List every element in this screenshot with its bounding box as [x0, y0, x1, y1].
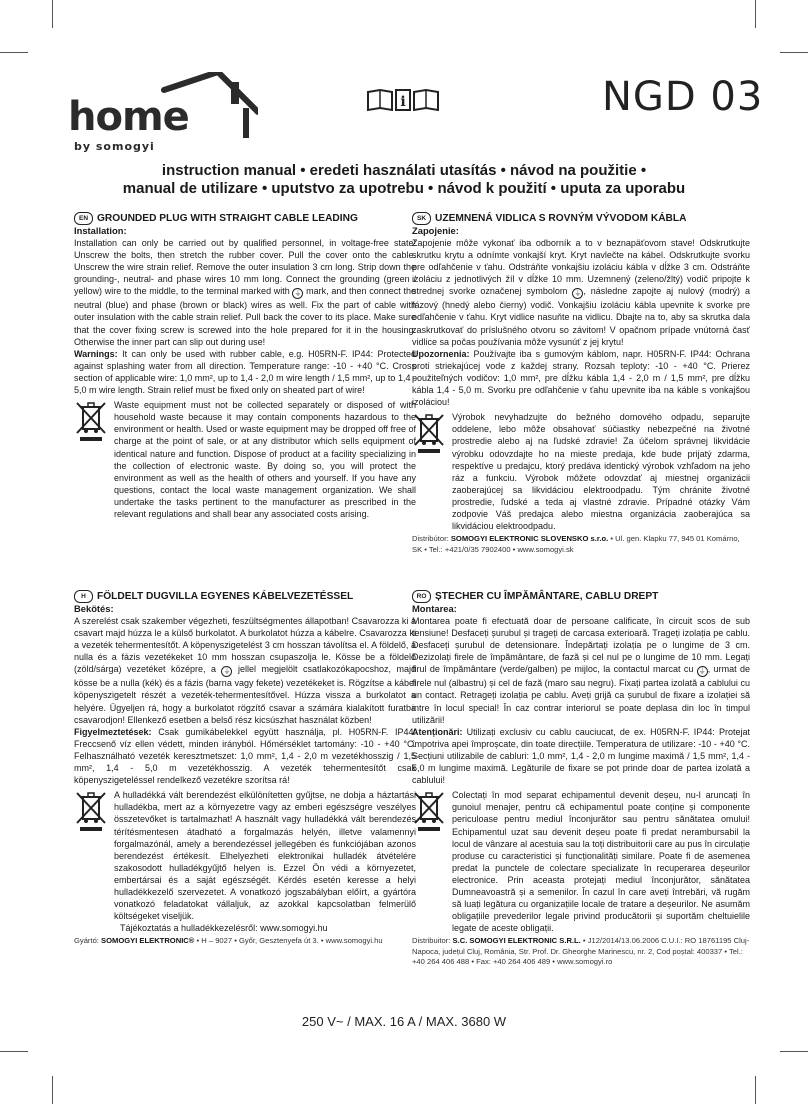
crop-mark [755, 0, 756, 28]
crop-mark [52, 0, 53, 28]
installation-label: Installation: [74, 225, 127, 236]
ground-icon: ⏚ [294, 290, 302, 298]
section-heading: GROUNDED PLUG WITH STRAIGHT CABLE LEADING [97, 212, 358, 224]
section-title [412, 590, 750, 603]
waste-text: Colectați în mod separat echipamentul devenit deșeu, nu-l aruncați în gunoiul menajer, pentru că echipamentul poate conține și componente periculoase pentru mediul înconjurător sau pentru sănătatea omului! Echipamentul uzat sau devenit deșeu poate fi predat nerambursabil la locul de vânzare al acestuia sau la toți distribuitorii care au pus în circulație produse cu caracteristici și funcționalități similare. Poate fi de asemenea predat la punctele de colectare specializate în recuperarea deșeurilor electronice. Prin aceasta protejați mediul înconjurător, sănătatea Dumneavoastră și a semenilor. În cazul în care aveți întrebări, vă rugăm să luați legătura cu organizațiile locale de tratare a deșeurilor. Ne asumăm obligațiile prevederilor legale privind producătorii și suportăm cheltuielile legate de aceste obligații. [452, 790, 750, 934]
installation-text: Montarea poate fi efectuată doar de persoane calificate, în circuit scos de sub tensiune! Desfaceți șurubul și trageți de carcasa exterioară. Trageți izolația pe cablu. Desfaceți șurubul de detensionare. Îndepărtați izolația pe o lungime de 3 cm. Dezizolați firele de împământare, de fază și cel nul pe o lungime de 10 mm. Legați firul de împământare (verde/galben) pe mijloc, la contactul marcat cu ⏚ , urmat de firele nul (albastru) și cel de fază (maro sau negru). Fixați partea izolată a cablului cu un contact. Retrageți izolația pe cablu. Aveți grijă ca șurubul de fixare a izolației să intre în locul special! În caz contrar interiorul se poate deplasa din loc în timpul utilizării! [412, 616, 750, 725]
section-heading: ȘTECHER CU ÎMPĂMÂNTARE, CABLU DREPT [435, 590, 659, 602]
manufacturer-info: Gyártó: SOMOGYI ELEKTRONIC® • H – 9027 • Győr, Gesztenyefa út 3. • www.somogyi.hu [74, 936, 383, 946]
section-title [74, 590, 416, 603]
crop-mark [755, 1076, 756, 1104]
waste-block [412, 789, 750, 934]
crop-mark [0, 52, 28, 53]
warnings-text: Upozornenia: Používajte iba s gumovým káblom, napr. H05RN-F. IP44: Ochrana proti striekajúcej vode z každej strany. Rozsah teploty: -10 - +40 °C. Prierez použiteľných vodičov: 1,0 mm², pre dĺžku kábla 1,4 - 2,0 m / 1,5 mm², pre dĺžku kábla 1,4 - 5,0 m. Svorku pre odľahčenie v ťahu upevnite iba na káble s vonkajšou izoláciou! [412, 348, 750, 408]
warnings-text: Atenționări: Utilizați exclusiv cu cablu cauciucat, de ex. H05RN-F. IP44: Protejat împotriva apei împroșcate, din toate direcțiile. Temperatura de utilizare: -10 - +40 °C. Secțiuni utilizabile de cabluri: 1,0 mm², 1,4 - 2,0 m lungime maximă / 1,5 mm², 1,4 - 5,0 m lungime maximă. Legăturile de fixare se pot prinde doar de partea izolată a cablului! [412, 726, 750, 786]
installation-text: A szerelést csak szakember végezheti, feszültségmentes állapotban! Csavarozza ki a csavart majd húzza le a külső burkolatot. A burkolatot húzza a kábelre. Csavarozza ki a vezeték tehermentesítőt. A köpenyszigetelést 3 cm hosszan távolítsa el. A földelő, a nulla és a fázis vezetékeket 10 mm hosszan csupaszolja le. Kösse be a földelő (zöld/sárga) vezetéket középre, a ⏚ jellel megjelölt csatlakozókapocshoz, majd kösse be a nulla (kék) és a fázis (barna vagy fekete) vezetékeket is. Rögzítse a kábel köpenyszigetelt részét a vezeték-tehermentesítővel. Húzza vissza a burkolatot a helyére. Ügyeljen rá, hogy a burkolatot rögzítő csavar a számára kialakított furatba csavarodjon! Ellenkező esetben a belső rész kicsúszhat használat közben! [74, 616, 416, 725]
language-badge: SK [412, 212, 431, 225]
brand-tagline: by somogyi [74, 140, 155, 153]
section-title [412, 212, 750, 225]
waste-text: A hulladékká vált berendezést elkülönítetten gyűjtse, ne dobja a háztartási hulladékba, mert az a környezetre vagy az emberi egészségre veszélyes összetevőket is tartalmazhat! A használt vagy hulladékká vált berendezés térítésmentesen átadható a forgalmazás helyén, illetve valamennyi forgalmazónál, amely a berendezéssel jellegében és funkciójában azonos berendezést értékesít. Elhelyezheti elektronikai hulladék átvételére szakosodott hulladékgyűjtő helyen is. Ezzel Ön védi a környezetet, embertársai és a saját egészségét. Kérdés esetén keresse a helyi hulladékkezelő szervezetet. A vonatkozó jogszabályban előírt, a gyártóra vonatkozó feladatokat vállaljuk, az azokkal kapcsolatban felmerülő költségeket viseljük. [114, 790, 416, 922]
ground-icon: ⏚ [574, 290, 582, 298]
language-badge: EN [74, 212, 93, 225]
title-line-1: instruction manual • eredeti használati utasítás • návod na použitie • [161, 162, 647, 179]
installation-text: Zapojenie môže vykonať iba odborník a to v beznapäťovom stave! Odskrutkujte skrutku krytu a odnímte vonkajší kryt. Kryt navlečte na kábel. Odskrutkujte svorku pre odľahčenie v ťahu. Odstráňte vonkajšiu izoláciu kábla v dĺžke 3 cm. Odstráňte izoláciu z jednotlivých žíl v dĺžke 10 mm. Uzemnený (zeleno/žltý) vodič pripojte k strednej svorke označenej symbolom ⏚ , následne zapojte aj nulový (modrý) a fázový (hnedý alebo čierny) vodič. Vonkajšiu izoláciu kábla upevnite k svorke pre odľahčenie v ťahu. Kryt vidlice nasuňte na vidlicu. Dbajte na to, aby sa skrutka dala zaskrutkovať do príslušného otvoru so závitom! V opačnom prípade vnútorná časť vidlice sa počas používania môže vysunúť z jej krytu! [412, 238, 750, 347]
svg-text:i: i [400, 94, 406, 110]
crop-mark [780, 52, 808, 53]
waste-block [74, 399, 416, 520]
section-ro [412, 590, 750, 968]
installation-label: Montarea: [412, 603, 457, 614]
title-line-2: manual de utilizare • uputstvo za upotrebu • návod k použití • uputa za uporabu [122, 180, 686, 197]
read-manual-icon [366, 88, 440, 112]
electrical-rating: 250 V~ / MAX. 16 A / MAX. 3680 W [301, 1014, 507, 1029]
waste-info: Tájékoztatás a hulladékkezelésről: www.somogyi.hu [120, 923, 328, 934]
crossed-bin-icon [74, 399, 108, 443]
section-heading: UZEMNENÁ VIDLICA S ROVNÝM VÝVODOM KÁBLA [435, 212, 687, 224]
section-title [74, 212, 416, 225]
distributor-info: Distribútor: SOMOGYI ELEKTRONIC SLOVENSKO s.r.o. • Ul. gen. Klapku 77, 945 01 Komárno, SK • Tel.: +421/0/35 7902400 • www.somogyi.sk [412, 534, 740, 554]
language-badge: RO [412, 590, 431, 603]
model-number: NGD 03 [602, 74, 764, 120]
waste-content [114, 789, 416, 934]
distributor-info: Distribuitor: S.C. SOMOGYI ELEKTRONIC S.R.L. • J12/2014/13.06.2006 C.U.I.: RO 18761195 Cluj-Napoca, județul Cluj, România, Str. Prof. Dr. Gheorghe Marinescu, nr. 2, Cod poștal: 400337 • Tel.: +40 264 406 488 • Fax: +40 264 406 489 • www.somogyi.ro [412, 936, 750, 967]
section-hu [74, 590, 416, 947]
waste-text: Waste equipment must not be collected separately or disposed of with household waste because it may contain components hazardous to the environment or health. Used or waste equipment may be dropped off free of charge at the point of sale, or at any distributor which sells equipment of identical nature and function. Dispose of product at a facility specializing in the collection of electronic waste. By doing so, you will protect the environment as well as the health of others and yourself. If you have any questions, contact the local waste management organization. We shall undertake the tasks pertinent to the manufacturer as prescribed in the relevant regulations and shall bear any associated costs arising. [114, 400, 417, 519]
waste-block [412, 411, 750, 532]
crop-mark [52, 1076, 53, 1104]
crop-mark [780, 1051, 808, 1052]
section-en [74, 212, 416, 520]
waste-block [74, 789, 416, 934]
warnings-text: Figyelmeztetések: Csak gumikábelekkel együtt használja, pl. H05RN-F. IP44: Freccsenő víz ellen védett, minden irányból. Hőmérséklet tartomány: -10 - +40 °C. Felhasználható vezeték keresztmetszet: 1,0 mm², 1,4 - 2,0 m vezetékhosszig / 1,5 mm², 1,4 - 5,0 m vezetékhosszig. A vezeték tehermentesítőt csak köpenyszigeteléssel rendelkező vezetékre szorítsa rá! [74, 726, 416, 786]
title-block [0, 162, 808, 198]
section-heading: FÖLDELT DUGVILLA EGYENES KÁBELVEZETÉSSEL [97, 590, 354, 602]
brand-name: home [68, 94, 189, 140]
waste-text: Výrobok nevyhadzujte do bežného domového odpadu, separujte oddelene, lebo môže obsahovať súčiastky nebezpečné na životné prostredie alebo aj na ľudské zdravie! Za účelom správnej likvidácie výrobku odovzdajte ho na mieste predaja, kde bude prijatý zdarma, respektíve u predajcu, ktorý predáva identický výrobok vzhľadom na jeho ráz a funkciu. Výrobok môžete odovzdať aj miestnej organizácii zaoberajúcej sa likvidáciou elektroodpadu. Tým chránite životné prostredie, ľudské a teda aj vlastné zdravie. Prípadné otázky Vám zodpovie Váš predajca alebo miestna organizácia zaoberajúca sa likvidáciou elektroodpadu. [452, 412, 750, 532]
installation-text: Installation can only be carried out by qualified personnel, in voltage-free state! Unscrew the bolts, then stretch the rubber cover. Pull the cover onto the cable. Unscrew the wire strain relief. Remove the outer insulation 3 cm long. Strip down the grounding-, neutral- and phase wires 10 mm long. Connect the grounding (green / yellow) wire to the middle, to the terminal marked with ⏚ mark, and then connect the neutral (blue) and phase (brown or black) wires as well. Fix the part of cable with outer insulation with the cable strain relief. Pull back the cover to its place. Make sure that the cover fixing screw is screwed into the hole prepared for it in the housing. Otherwise the inner part can slip out during use! [74, 238, 416, 347]
ground-icon: ⏚ [698, 668, 706, 676]
installation-label: Zapojenie: [412, 225, 459, 236]
installation-label: Bekötés: [74, 603, 114, 614]
ground-icon: ⏚ [223, 668, 231, 676]
crossed-bin-icon [412, 411, 446, 455]
crossed-bin-icon [412, 789, 446, 833]
section-sk [412, 212, 750, 555]
crop-mark [0, 1051, 28, 1052]
warnings-text: Warnings: It can only be used with rubber cable, e.g. H05RN-F. IP44: Protected against splashing water from all direction. Temperature range: -10 - +40 °C. Cross section of applicable wire: 1,0 mm², up to 1,4 - 2,0 m wire length / 1,5 mm², up to 1,4 - 5,0 m wire length. Strain relief must be fixed only on sheated part of wire! [74, 348, 416, 396]
language-badge: H [74, 590, 93, 603]
crossed-bin-icon [74, 789, 108, 833]
brand-logo [68, 72, 258, 156]
